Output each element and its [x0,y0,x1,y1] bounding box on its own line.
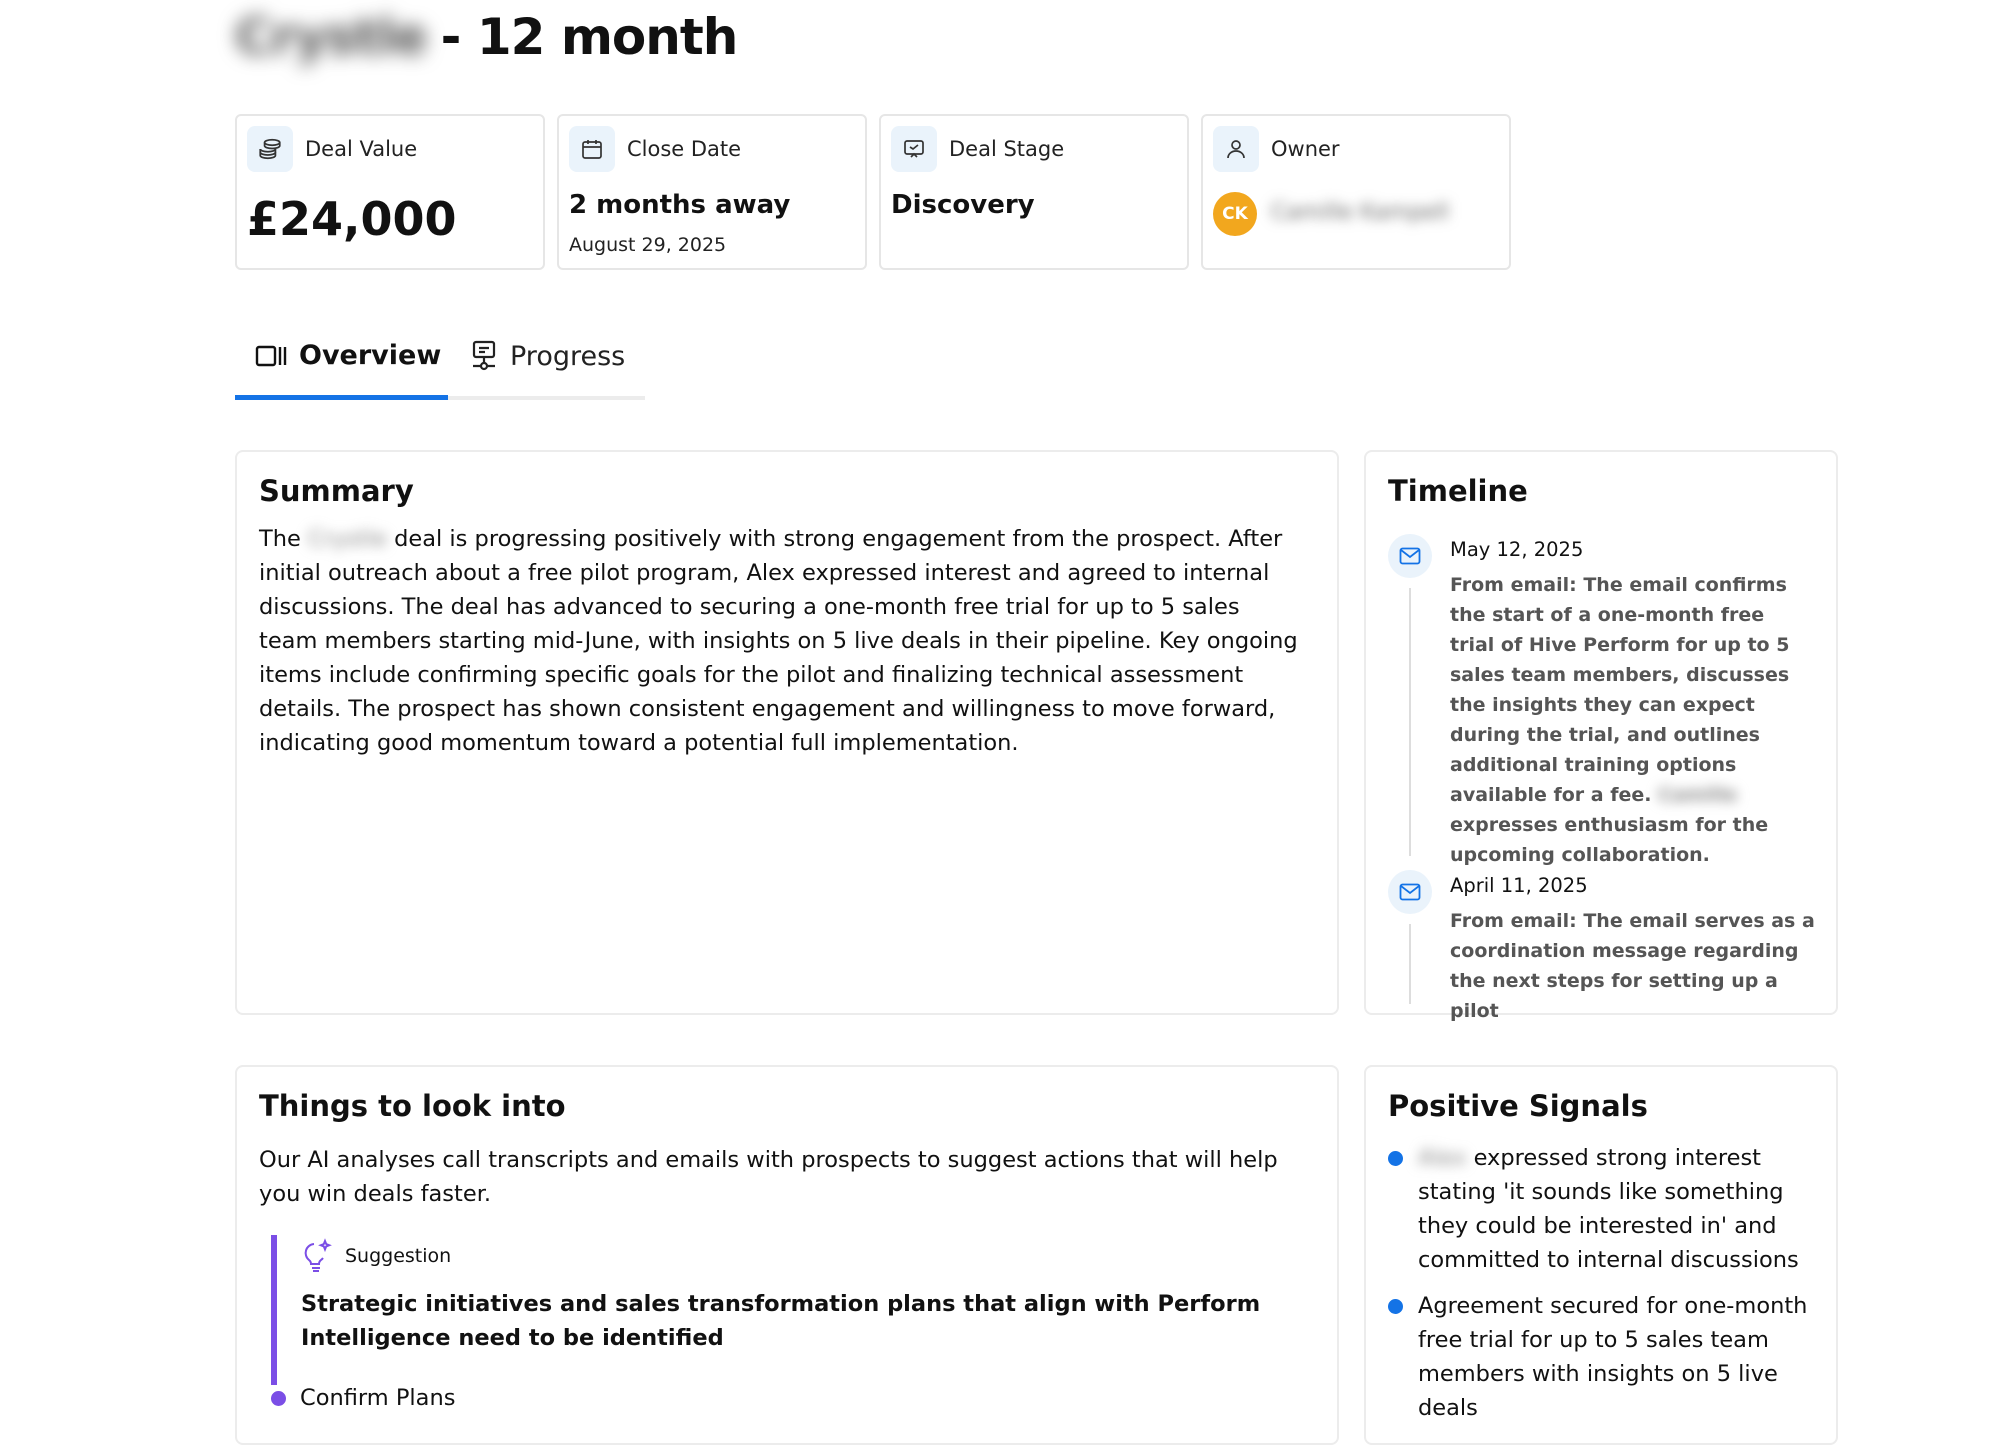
signal-item [1388,1289,1808,1429]
timeline-description: From email: The email serves as a coordination message regarding the next steps for setting up a pilot [1450,910,1815,1022]
confirm-plans-label: Confirm Plans [300,1385,456,1411]
summary-redacted-name: Crystle [308,526,387,552]
mail-icon [1388,534,1432,578]
suggestion-block [271,1235,1291,1385]
owner-label: Owner [1271,137,1340,161]
summary-text [259,522,1299,760]
summary-text-start: The [259,526,301,552]
close-date-label: Close Date [627,137,742,161]
timeline-item [1388,870,1818,1030]
close-date-exact: August 29, 2025 [569,234,727,256]
mail-icon [1388,870,1432,914]
deal-name-redacted: Crystle [235,8,427,66]
summary-text-rest: deal is progressing positively with strong engagement from the prospect. After initial outreach about a free pilot program, Alex expressed interest and agreed to internal discussions. The deal has advanced to securing a one-month free trial for up to 5 sales team members starting mid-June, with insights on 5 live deals in their pipeline. Key ongoing items include confirming specific goals for the pilot and finalizing technical assessment details. The prospect has shown consistent engagement and willingness to move forward, indicating good momentum toward a potential full implementation. [259,526,1298,756]
timeline-date: April 11, 2025 [1450,874,1588,897]
active-tab-indicator [235,395,448,400]
timeline-description: From email: The email confirms the start of a one-month free trial of Hive Perform for up to 5 sales team members, discusses the insights they can expect during the trial, and outlines additional training options available for a fee. Camille expresses enthusiasm for the upcoming collaboration. [1450,574,1790,866]
tab-overview[interactable] [255,340,441,371]
summary-card [235,450,1339,1015]
deal-stage-card [879,114,1189,270]
deal-value-label: Deal Value [305,137,418,161]
owner-name-redacted[interactable]: Camille Kampell [1271,200,1449,225]
columns-icon [255,343,287,369]
bullet-dot [271,1391,286,1406]
coins-icon [247,126,293,172]
things-card [235,1065,1339,1445]
close-date-card [557,114,867,270]
suggestion-title: Strategic initiatives and sales transformation plans that align with Perform Intelligence need to be identified [301,1291,1261,1351]
timeline-card [1364,450,1838,1022]
deal-stage-label: Deal Stage [949,137,1065,161]
signal-item [1388,1141,1808,1277]
bullet-dot [1388,1299,1403,1314]
timeline-connector [1409,924,1411,1004]
lightbulb-icon [301,1239,333,1273]
things-description: Our AI analyses call transcripts and emails with prospects to suggest actions that will help you win deals faster. [259,1147,1278,1207]
page-title [235,8,737,66]
page-title-suffix: - 12 month [440,8,738,66]
positive-signals-card [1364,1065,1838,1445]
tab-bar [235,330,645,400]
presentation-icon [891,126,937,172]
things-title: Things to look into [259,1089,566,1123]
bullet-dot [1388,1151,1403,1166]
summary-title: Summary [259,474,414,508]
signal-redacted-name: Alex [1418,1145,1467,1171]
timeline-item [1388,534,1818,864]
user-icon [1213,126,1259,172]
timeline-connector [1409,588,1411,856]
tab-progress-label: Progress [510,340,626,372]
signal-text: Agreement secured for one-month free trial for up to 5 sales team members with insights on 5 live deals [1418,1293,1808,1421]
confirm-plans-item[interactable] [271,1385,455,1411]
progress-board-icon [470,340,498,372]
calendar-icon [569,126,615,172]
owner-avatar[interactable]: CK [1213,192,1257,236]
tab-progress[interactable] [470,340,625,372]
deal-value: £24,000 [247,192,457,246]
signal-text: Alex expressed strong interest stating 'it sounds like something they could be interested in' and committed to internal discussions [1418,1141,1813,1277]
deal-stage-value: Discovery [891,190,1035,220]
tab-overview-label: Overview [299,340,442,371]
deal-value-card [235,114,545,270]
timeline-title: Timeline [1388,474,1528,508]
close-date-relative: 2 months away [569,190,791,220]
timeline-date: May 12, 2025 [1450,538,1584,561]
timeline-redacted-name: Camille [1658,784,1738,806]
suggestion-label: Suggestion [345,1245,452,1267]
signals-title: Positive Signals [1388,1089,1648,1123]
timeline-list[interactable] [1388,524,1818,1022]
owner-card [1201,114,1511,270]
